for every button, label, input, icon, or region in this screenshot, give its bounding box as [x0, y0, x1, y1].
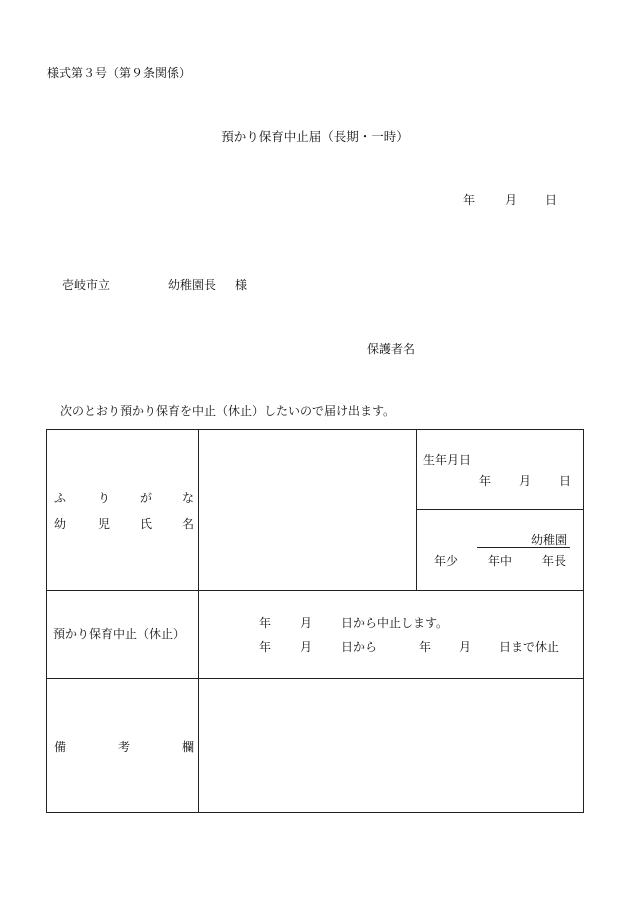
- document-title: 預かり保育中止届（長期・一時）: [221, 129, 409, 144]
- date-month-label: 月: [505, 193, 518, 207]
- row-divider: [47, 590, 583, 591]
- addressee-honorific: 様: [235, 278, 248, 292]
- intro-text: 次のとおり預かり保育を中止（休止）したいので届け出ます。: [60, 404, 396, 418]
- child-name-char: 幼: [54, 517, 67, 531]
- furigana-char: な: [182, 491, 195, 505]
- date-year-label: 年: [463, 193, 476, 207]
- birth-day-label: 日: [559, 474, 572, 488]
- remarks-field[interactable]: [199, 679, 583, 812]
- birth-month-label: 月: [519, 474, 532, 488]
- grade-option[interactable]: 年中: [488, 554, 513, 568]
- application-table: [46, 429, 584, 813]
- cell-divider: [416, 509, 583, 510]
- pause-to-month-label: 月: [459, 640, 472, 654]
- kindergarten-name-line: [477, 547, 570, 548]
- guardian-name-label: 保護者名: [367, 342, 416, 356]
- kindergarten-suffix: 幼稚園: [531, 533, 568, 547]
- grade-option[interactable]: 年長: [542, 554, 567, 568]
- date-day-label: 日: [545, 193, 558, 207]
- remarks-char: 欄: [182, 740, 195, 754]
- pause-to-year-label: 年: [419, 640, 432, 654]
- addressee-head: 幼稚園長: [168, 278, 217, 292]
- stop-year-label: 年: [259, 616, 272, 630]
- child-name-char: 名: [182, 517, 195, 531]
- stop-month-label: 月: [300, 616, 313, 630]
- child-name-char: 児: [98, 517, 111, 531]
- pause-from-text: 日から: [341, 640, 378, 654]
- pause-from-month-label: 月: [300, 640, 313, 654]
- child-name-field[interactable]: [199, 431, 415, 589]
- birthdate-label: 生年月日: [423, 453, 472, 467]
- furigana-char: ふ: [54, 491, 67, 505]
- column-divider: [416, 430, 417, 590]
- pause-from-year-label: 年: [259, 640, 272, 654]
- stop-from-text: 日から中止します。: [341, 616, 449, 630]
- birth-year-label: 年: [479, 474, 492, 488]
- remarks-char: 考: [118, 740, 131, 754]
- child-name-char: 氏: [140, 517, 153, 531]
- furigana-char: が: [140, 491, 153, 505]
- addressee-city: 壱岐市立: [62, 278, 111, 292]
- remarks-char: 備: [54, 740, 67, 754]
- form-number: 様式第３号（第９条関係）: [47, 66, 192, 80]
- stop-label: 預かり保育中止（休止）: [53, 627, 186, 641]
- furigana-char: り: [98, 491, 111, 505]
- grade-option[interactable]: 年少: [434, 554, 459, 568]
- pause-to-text: 日まで休止: [499, 640, 560, 654]
